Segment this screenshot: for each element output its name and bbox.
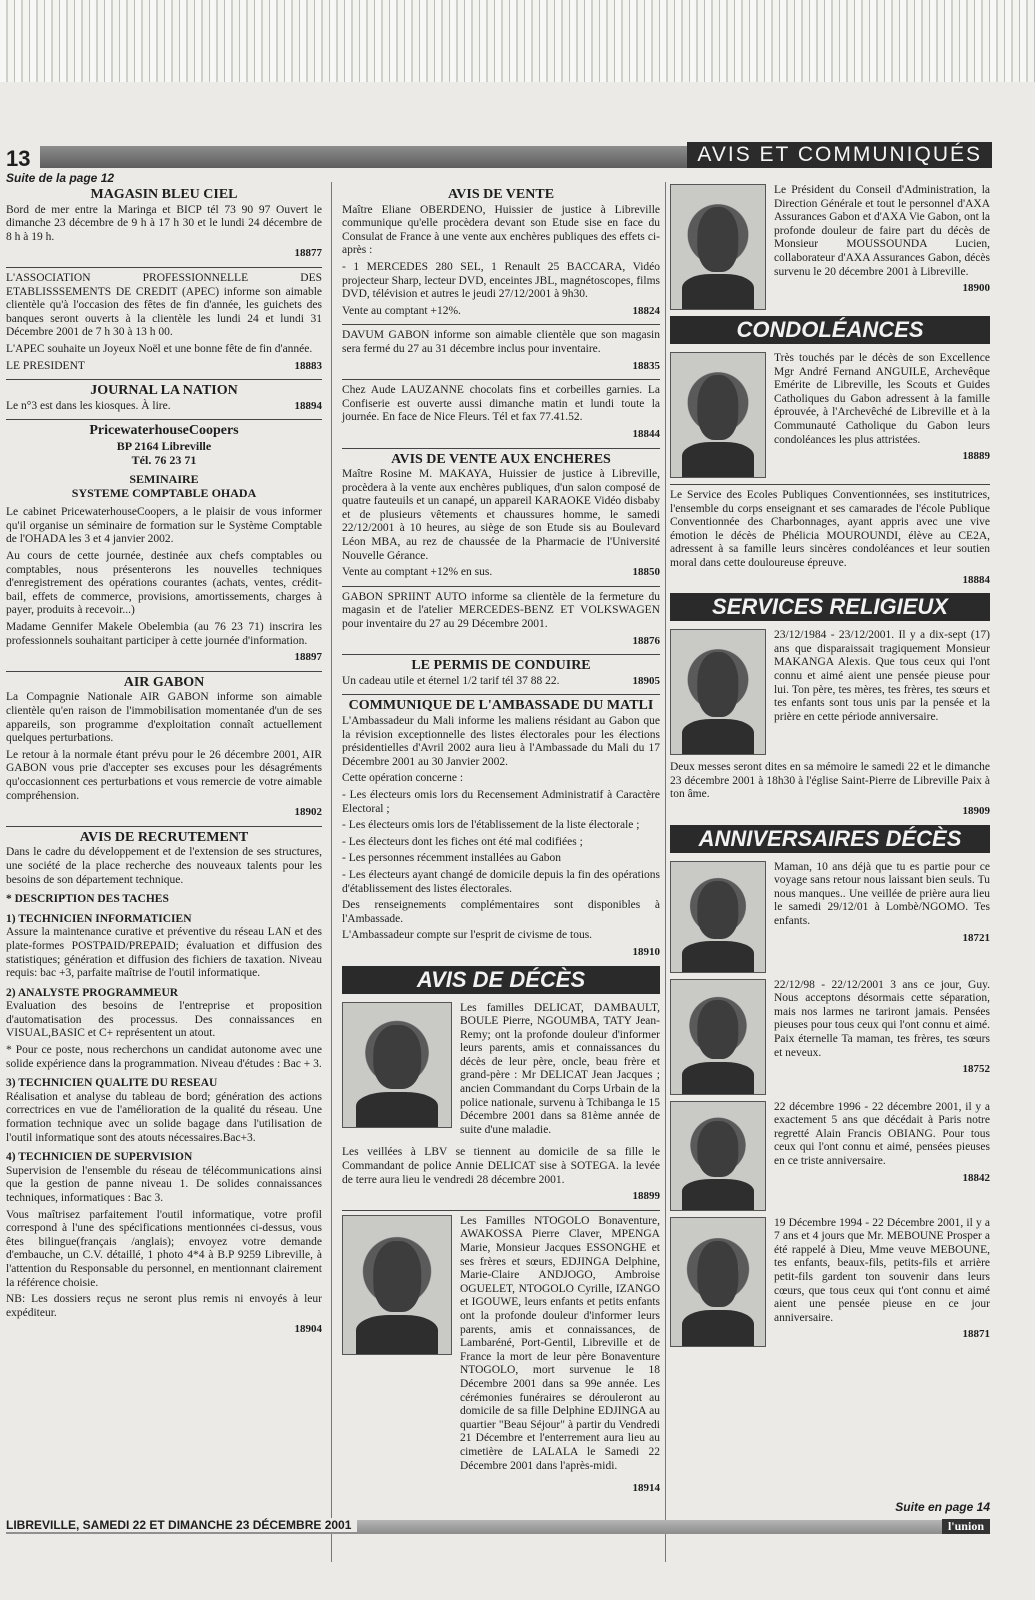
ad-davum [342, 329, 660, 373]
notice-text: 23/12/1984 - 23/12/2001. Il y a dix-sept (17) ans que disparaissait tragiquement Monsieur MAKANGA Alexis. Que tous ceux qui l'ont connu et aimé aient une pensée pieuse pour lui. Ton père, tes mères, tes frères, tes sœurs et tes enfants sont tous unis par la pensée et la prière en cette période anniversaire. [774, 629, 990, 723]
notice-guy [670, 979, 990, 1095]
banner-condoleances: CONDOLÉANCES [670, 316, 990, 344]
notice-ref: 18900 [962, 282, 990, 295]
ad-text: Le cabinet PricewaterhouseCoopers, a le plaisir de vous informer qu'il organise un séminaire de formation sur le Système Comptable de l'OHADA les 3 et 4 janvier 2002. [6, 506, 322, 546]
notice-text: 22/12/98 - 22/12/2001 3 ans ce jour, Guy. Nous acceptons désormais cette séparation, mais nos larmes ne tariront jamais. Pensées pieuses pour tous ceux qui l'ont connu et aimé. Paix éternelle Ta maman, tes frères, tes sœurs et neveux. [774, 978, 990, 1059]
ad-seminar-subtitle: SYSTEME COMPTABLE OHADA [71, 485, 257, 500]
ad-title: COMMUNIQUE DE L'AMBASSADE DU MATLI [348, 698, 654, 714]
notice-ref: 18899 [632, 1190, 660, 1203]
ad-title: MAGASIN BLEU CIEL [90, 187, 238, 202]
job-text: Evaluation des besoins de l'entreprise et proposition d'automatisation des processus. Des connaissances en VISUAL,BASIC et C+ représentent un atout. [6, 1000, 322, 1040]
ad-text: L'Ambassadeur du Mali informe les maliens résidant au Gabon que la révision exceptionnelle des listes électorales pour les élections présidentielles d'Avril 2002 aura lieu à l'Ambassade du Mali du 17 Décembre 2001 au 30 Janvier 2002. [342, 715, 660, 768]
ad-note: NB: Les dossiers reçus ne seront plus remis ni envoyés à leur expéditeur. [6, 1293, 322, 1319]
divider [342, 379, 660, 380]
banner-services-religieux: SERVICES RELIGIEUX [670, 593, 990, 621]
ad-ref: 18902 [294, 806, 322, 819]
ad-list-item: - Les électeurs omis lors du Recensement Administratif à Caractère Electoral ; [342, 788, 660, 815]
job-title: 2) ANALYSTE PROGRAMMEUR [6, 986, 179, 999]
ad-title: LE PERMIS DE CONDUIRE [411, 658, 591, 674]
ad-ref: 18904 [294, 1323, 322, 1336]
ad-tel: Tél. 76 23 71 [131, 452, 197, 467]
divider [342, 694, 660, 695]
newspaper-page [0, 82, 1035, 1600]
ad-air-gabon [6, 676, 322, 820]
divider [342, 324, 660, 325]
notice-ref: 18884 [962, 573, 990, 586]
divider [670, 484, 990, 485]
divider [342, 654, 660, 655]
ad-text: Maître Eliane OBERDENO, Huissier de justice à Libreville communique qu'elle procèdera devant son Etude sise en face du Consulat de France à une vente aux enchères publiques des effets ci-après : [342, 203, 660, 257]
section-title: AVIS ET COMMUNIQUÉS [687, 142, 992, 168]
column-3 [670, 184, 990, 1353]
divider [6, 671, 322, 672]
ad-text: - 1 MERCEDES 280 SEL, 1 Renault 25 BACCARA, Vidéo projecteur Sharp, lecteur DVD, enceintes JBL, magnétoscopes, films DVD, télévision et autres le jeudi 27/12/2001 à 9h30. [342, 260, 660, 301]
notice-ref: 18721 [962, 931, 990, 944]
notice-text: Très touchés par le décès de son Excellence Mgr André Fernand ANGUILE, Archevêque Emérite de Libreville, les Scouts et Guides Catholiques du Gabon adressent à la famille éprouvée, à l'Archevêché de Libreville et à la Communauté Catholique du Gabon leurs condoléances les plus attristées. [774, 352, 990, 446]
ad-list-item: - Les personnes récemment installées au Gabon [342, 852, 562, 865]
ad-seminar: SEMINAIRE [129, 472, 199, 487]
footer-date: LIBREVILLE, SAMEDI 22 ET DIMANCHE 23 DÉCEMBRE 2001 [6, 1518, 357, 1532]
scan-top-edge [0, 0, 1035, 82]
notice-text: 19 Décembre 1994 - 22 Décembre 2001, il y a 7 ans et 4 jours que Mr. MEBOUNE Prosper a été rappelé à Dieu, Mme veuve MEBOUNE, tes enfants, beaux-fils, petits-fils et arrière petit-fils gardent ton souvenir dans leurs cœurs, que tous ceux qui t'ont connu et aimé aient une pensée pieuse en ce jour anniversaire. [774, 1216, 990, 1324]
ad-text: L'Ambassadeur compte sur l'esprit de civisme de tous. [342, 929, 593, 942]
ad-text: Bord de mer entre la Maringa et BICP tél 73 90 97 Ouvert le dimanche 23 décembre de 9 h à 17 h 30 et le lundi 24 décembre de 8 h à 19 h. [6, 203, 322, 243]
column-rule [665, 182, 666, 1562]
portrait-photo [670, 861, 766, 973]
notice-maman [670, 861, 990, 973]
notice-text: Le Service des Ecoles Publiques Conventionnées, ses institutrices, l'ensemble du corps enseignant et ses camarades de l'école Publique Conventionnée des Charbonnages, ayant appris avec une vive émotion le décès de Phélicia MOUROUNDI, élève au CE2A, adressent à sa famille leurs sincères condoléances et leur soutien moral dans cette douloureuse épreuve. [670, 489, 990, 569]
ad-text: L'APEC souhaite un Joyeux Noël et une bonne fête de fin d'année. [6, 342, 313, 355]
ad-text: Chez Aude LAUZANNE chocolats fins et corbeilles garnies. La Confiserie est ouverte aussi dimanche matin et lundi toute la journée. En face de Nice Fleurs. Tél et fax 77.41.52. [342, 384, 660, 424]
notice-ref: 18914 [632, 1482, 660, 1495]
ad-apec [6, 272, 322, 373]
divider [6, 419, 322, 420]
ad-title: PricewaterhouseCoopers [89, 423, 239, 439]
notice-obiang [670, 1101, 990, 1211]
job-text: Assure la maintenance curative et préventive du réseau LAN et des plate-formes POSTPAID/PREPAID; évaluation et diffusion des statistiques; génération et diffusion des fichiers de taxation. Niveau requis: bac +3, parfaite maîtrise de l'outil informatique. [6, 926, 322, 980]
notice-anguile [670, 352, 990, 478]
ad-text: La Compagnie Nationale AIR GABON informe son aimable clientèle qu'en raison de l'immobilisation momentanée d'un de ses appareils, son programme d'exploitation connaît actuellement quelques perturbations. [6, 691, 322, 745]
ad-subheading: * DESCRIPTION DES TACHES [6, 893, 169, 906]
ad-text: GABON SPRIINT AUTO informe sa clientèle de la fermeture du magasin et de l'atelier MERCEDES-BENZ ET VOLKSWAGEN pour inventaire du 27 au 29 Décembre 2001. [342, 590, 660, 631]
ad-title: JOURNAL LA NATION [90, 383, 238, 399]
job-title: 3) TECHNICIEN QUALITE DU RESEAU [6, 1077, 218, 1090]
newspaper-brand: l'union [942, 1519, 990, 1534]
ad-title: AIR GABON [123, 674, 205, 690]
notice-text: Les familles DELICAT, DAMBAULT, BOULE Pierre, NGOUMBA, TATY Jean-Remy; ont la profonde douleur d'informer leurs parents, amis et connaissances du décès de leur père, oncle, beau frère et grand-père : Mr DELICAT Jean Jacques ; ancien Commandant du Corps Urbain de la police nationale, survenu à Tchibanga le 15 Décembre 2001 dans sa 81ème année de suite d'une maladie. [460, 1001, 660, 1136]
banner-anniversaires-deces: ANNIVERSAIRES DÉCÈS [670, 825, 990, 853]
ad-text: Le n°3 est dans les kiosques. À lire. [6, 399, 171, 412]
ad-text: Des renseignements complémentaires sont disponibles à l'Ambassade. [342, 899, 660, 925]
divider [6, 826, 322, 827]
ad-gabon-spriint [342, 591, 660, 648]
portrait-photo [670, 979, 766, 1095]
divider [6, 267, 322, 268]
ad-text: DAVUM GABON informe son aimable clientèle que son magasin sera fermé du 27 au 31 décembre inclus pour inventaire. [342, 329, 660, 355]
job-text: Supervision de l'ensemble du réseau de télécommunications ainsi que la gestion de panne niveau 1. De solides connaissances techniques, informatiques : Bac 3. [6, 1164, 322, 1204]
notice-axa [670, 184, 990, 310]
job-title: 1) TECHNICIEN INFORMATICIEN [6, 912, 192, 925]
ad-text: L'ASSOCIATION PROFESSIONNELLE DES ETABLISSSEMENTS DE CREDIT (APEC) informe son aimable clientèle qu'à l'occasion des fêtes de fin d'année, les guichets des banques seront ouverts à la clientèle les lundi 24 et lundi 31 Décembre 2001 de 7 h 30 à 13 h 00. [6, 271, 322, 339]
portrait-photo [670, 352, 766, 478]
ad-ref: 18883 [294, 359, 322, 372]
ad-text: Le retour à la normale étant prévu pour le 26 décembre 2001, AIR GABON vous prie d'accepter ses excuses pour les désagréments qu'occasionnent ces perturbations et vous remercie de votre aimable compréhension. [6, 748, 322, 802]
ad-journal-la-nation [6, 384, 322, 413]
ad-text: Maître Rosine M. MAKAYA, Huissier de justice à Libreville, procèdera à la vente aux enchères publiques, d'un salon composé de quatre fauteuils et un canapé, un appareil KARAOKE Vidéo disbaby et de plusieurs vêtements et chaussures homme, le samedi 22/12/2001 à 10 heures, au siège de son Etude sis au Boulevard Léon MBA, au rez de chaussée de la Pharmacie de l'Université Nouvelle Gérance. [342, 468, 660, 562]
ad-ref: 18894 [294, 399, 322, 412]
continued-to: Suite en page 14 [895, 1500, 990, 1514]
ad-list-item: - Les électeurs omis lors de l'établissement de la liste électorale ; [342, 819, 640, 832]
ad-title: AVIS DE RECRUTEMENT [79, 829, 249, 845]
ad-text: Cette opération concerne : [342, 772, 464, 785]
notice-ecoles [670, 489, 990, 587]
notice-delicat [342, 1002, 660, 1204]
notice-text: Deux messes seront dites en sa mémoire le samedi 22 et le dimanche 23 décembre 2001 à 18h30 à l'église Saint-Pierre de Libreville Paix à ton âme. [670, 761, 990, 801]
ad-ref: 18910 [632, 945, 660, 958]
ad-recrutement [6, 831, 322, 1337]
page-number: 13 [6, 146, 31, 171]
notice-makanga [670, 629, 990, 818]
column-2 [342, 184, 660, 1502]
ad-ref: 18835 [632, 359, 660, 372]
notice-text: Les Familles NTOGOLO Bonaventure, AWAKOSSA Pierre Claver, MPENGA Marie, Monsieur Jacques ESSONGHE et ses frères et sœurs, EDJINGA Delphine, Marie-Claire ANDJOGO, Ambroise OGUELET, NTOGOLO Cyrille, IZANGO et IGOUWE, leurs enfants et petits enfants ont la profonde douleur d'informer leurs parents, amis et connaissances, de Lambaréné, Port-Gentil, Libreville et de France la mort de leur père Bonaventure NTOGOLO, mort survenue le 18 Décembre 2001 dans sa 99e année. Les cérémonies funéraires se dérouleront au domicile de sa fille Delphine EDJINGA au quartier "Beau Séjour" à partir du Vendredi 21 Décembre et l'enterrement aura lieu au cimetière de LALALA le Samedi 22 Décembre 2001 dans l'après-midi. [460, 1214, 660, 1472]
ad-signature: LE PRESIDENT [6, 359, 85, 372]
ad-text: Un cadeau utile et éternel 1/2 tarif tél 37 88 22. [342, 674, 560, 687]
ad-ambassade-mali [342, 699, 660, 959]
ad-avis-de-vente [342, 188, 660, 318]
portrait-photo [342, 1215, 452, 1355]
ad-title: AVIS DE VENTE AUX ENCHERES [391, 451, 611, 467]
ad-ref: 18897 [294, 651, 322, 664]
ad-aude-lauzanne [342, 384, 660, 441]
ad-ref: 18876 [632, 634, 660, 647]
ad-title: AVIS DE VENTE [447, 187, 555, 202]
notice-ref: 18909 [962, 804, 990, 817]
notice-ref: 18752 [962, 1063, 990, 1076]
portrait-photo [670, 1101, 766, 1211]
ad-ref: 18850 [632, 566, 660, 579]
portrait-photo [670, 184, 766, 310]
ad-permis [342, 659, 660, 688]
portrait-photo [670, 629, 766, 755]
ad-terms: Vente au comptant +12%. [342, 304, 461, 317]
notice-text: Le Président du Conseil d'Administration, la Direction Générale et tout le personnel d'AXA Assurances Gabon et d'AXA Vie Gabon, ont la profonde douleur de faire part du décès de Monsieur MOUSSOUNDA Lucien, collaborateur d'AXA Assurances Gabon, décès survenu le 20 décembre 2001 à Libreville. [774, 184, 990, 278]
notice-ref: 18871 [962, 1328, 990, 1341]
notice-meboune [670, 1217, 990, 1347]
divider [6, 379, 322, 380]
job-title: 4) TECHNICIEN DE SUPERVISION [6, 1151, 193, 1164]
notice-text: Les veillées à LBV se tiennent au domicile de sa fille le Commandant de police Annie DELICAT sise à SOTEGA. la levée de terre aura lieu le vendredi 28 décembre 2001. [342, 1146, 660, 1186]
ad-encheres [342, 453, 660, 580]
column-1 [6, 184, 322, 1343]
notice-text: Maman, 10 ans déjà que tu es partie pour ce voyage sans retour nous laissant bien seuls. Tu nous manques.. Une veillée de prière aura lieu le samedi 29/12/01 à Lombè/NGOMO. Tes enfants. [774, 860, 990, 927]
ad-pwc [6, 424, 322, 665]
divider [342, 1210, 660, 1211]
ad-terms: Vente au comptant +12% en sus. [342, 566, 493, 579]
notice-ref: 18842 [962, 1171, 990, 1184]
ad-text: Dans le cadre du développement et de l'extension de ses structures, une société de la place recherche des nouveaux talents pour les besoins de son département technique. [6, 846, 322, 886]
portrait-photo [670, 1217, 766, 1347]
ad-list-item: - Les électeurs dont les fiches ont été mal codifiées ; [342, 835, 583, 848]
ad-magasin-bleu-ciel [6, 188, 322, 261]
job-text: * Pour ce poste, nous recherchons un candidat autonome avec une solide expérience dans la programmation. Niveau d'études : Bac + 3. [6, 1044, 322, 1070]
ad-ref: 18844 [632, 427, 660, 440]
ad-ref: 18824 [632, 304, 660, 317]
ad-ref: 18877 [294, 247, 322, 260]
notice-text: 22 décembre 1996 - 22 décembre 2001, il y a exactement 5 ans que décédait à Paris notre regretté Alain Francis OBIANG. Pour tous ceux qui l'ont connu et aimé, pensées pieuses en ce triste anniversaire. [774, 1100, 990, 1167]
continued-from: Suite de la page 12 [6, 171, 115, 185]
notice-ntogolo [342, 1215, 660, 1496]
banner-avis-de-deces: AVIS DE DÉCÈS [342, 966, 660, 994]
ad-text: Vous maîtrisez parfaitement l'outil informatique, votre profil correspond à l'une des spécifications mentionnées ci-dessus, vous êtes bilingue(français /anglais); envoyez votre demande d'embauche, un C.V. détaillé, 1 photo 4*4 à B.P 9259 Libreville, à l'attention du Responsable du personnel, en mentionnant clairement la référence choisie. [6, 1208, 322, 1289]
ad-text: Au cours de cette journée, destinée aux chefs comptables ou comptables, nous présenterons les nouvelles techniques d'enregistrement des opérations courantes (achats, ventes, crédit-bail, effets de commerce, provisions, amortissements, charges à payer, produits à recevoir...) [6, 550, 322, 617]
notice-ref: 18889 [962, 450, 990, 463]
ad-bp: BP 2164 Libreville [116, 438, 212, 453]
portrait-photo [342, 1002, 452, 1128]
divider [342, 586, 660, 587]
job-text: Réalisation et analyse du tableau de bord; génération des actions correctrices en vue de l'amélioration de la qualité du réseau. Une formation technique avec un solide bagage dans l'utilisation de l'outil informatique sont des atouts nécessaires.Bac+3. [6, 1090, 322, 1144]
ad-ref: 18905 [632, 674, 660, 687]
divider [342, 448, 660, 449]
ad-list-item: - Les électeurs ayant changé de domicile depuis la fin des opérations d'établissement des listes électorales. [342, 868, 660, 895]
column-rule [331, 182, 332, 1562]
ad-text: Madame Gennifer Makele Obelembia (au 76 23 71) inscrira les professionnels souhaitant participer à cette journée d'information. [6, 621, 322, 647]
